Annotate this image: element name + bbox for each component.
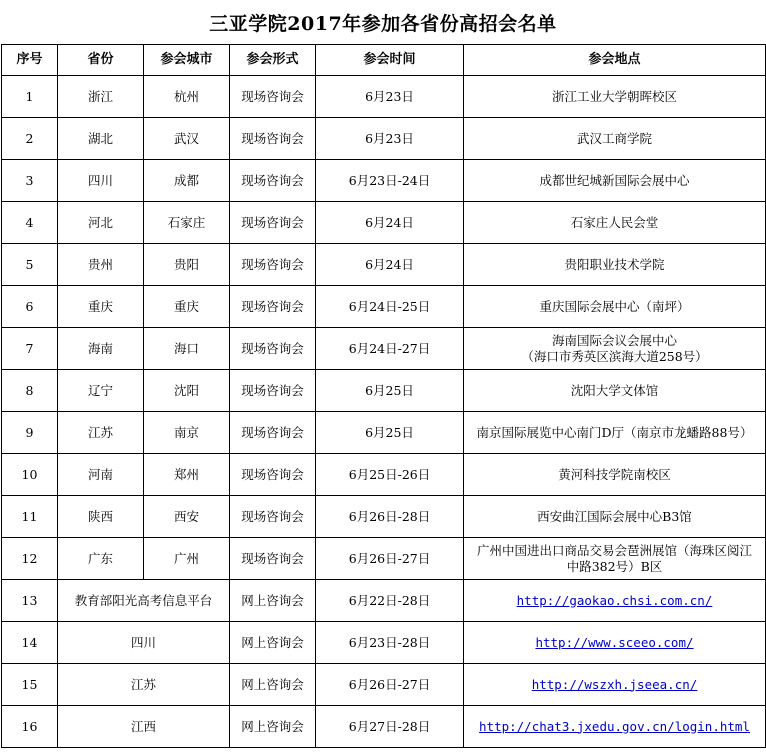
cell-no: 7	[2, 328, 58, 370]
cell-form: 现场咨询会	[230, 202, 316, 244]
cell-place	[464, 496, 766, 538]
cell-form: 现场咨询会	[230, 160, 316, 202]
cell-city: 南京	[144, 412, 230, 454]
cell-no: 15	[2, 664, 58, 706]
cell-city: 西安	[144, 496, 230, 538]
cell-no: 5	[2, 244, 58, 286]
cell-no: 12	[2, 538, 58, 580]
cell-place	[464, 664, 766, 706]
cell-form: 现场咨询会	[230, 76, 316, 118]
table-row	[2, 706, 766, 748]
table-row	[2, 370, 766, 412]
cell-no: 2	[2, 118, 58, 160]
cell-province: 江西	[58, 706, 230, 748]
cell-no: 3	[2, 160, 58, 202]
cell-no: 1	[2, 76, 58, 118]
cell-form: 现场咨询会	[230, 370, 316, 412]
cell-city: 重庆	[144, 286, 230, 328]
cell-form: 网上咨询会	[230, 622, 316, 664]
place-line: 成都世纪城新国际会展中心	[539, 172, 690, 188]
cell-form: 现场咨询会	[230, 454, 316, 496]
cell-no: 9	[2, 412, 58, 454]
header-place: 参会地点	[464, 45, 766, 76]
cell-no: 6	[2, 286, 58, 328]
table-row	[2, 538, 766, 580]
cell-no: 8	[2, 370, 58, 412]
cell-no: 13	[2, 580, 58, 622]
cell-no: 16	[2, 706, 58, 748]
cell-province: 江苏	[58, 412, 144, 454]
place-line: 石家庄人民会堂	[570, 214, 659, 230]
table-row	[2, 412, 766, 454]
place-line: 南京国际展览中心南门D厅（南京市龙蟠路88号）	[476, 424, 753, 440]
cell-province: 海南	[58, 328, 144, 370]
place-line: 黄河科技学院南校区	[558, 466, 671, 482]
cell-time: 6月24日-25日	[316, 286, 464, 328]
cell-form: 现场咨询会	[230, 328, 316, 370]
cell-time: 6月27日-28日	[316, 706, 464, 748]
page-title: 三亚学院2017年参加各省份高招会名单	[209, 12, 557, 35]
cell-form: 网上咨询会	[230, 706, 316, 748]
cell-form: 现场咨询会	[230, 496, 316, 538]
cell-city: 郑州	[144, 454, 230, 496]
cell-place	[464, 706, 766, 748]
header-no: 序号	[2, 45, 58, 76]
cell-city: 海口	[144, 328, 230, 370]
cell-place	[464, 160, 766, 202]
place-line: 贵阳职业技术学院	[564, 256, 665, 272]
cell-province: 贵州	[58, 244, 144, 286]
cell-city: 武汉	[144, 118, 230, 160]
table-row	[2, 664, 766, 706]
cell-form: 网上咨询会	[230, 664, 316, 706]
cell-time: 6月25日	[316, 370, 464, 412]
header-form: 参会形式	[230, 45, 316, 76]
table-row	[2, 622, 766, 664]
cell-province: 辽宁	[58, 370, 144, 412]
cell-no: 10	[2, 454, 58, 496]
table-row	[2, 454, 766, 496]
cell-form: 现场咨询会	[230, 118, 316, 160]
place-line: 广州中国进出口商品交易会琶洲展馆（海珠区阅江	[476, 542, 752, 558]
cell-time: 6月25日-26日	[316, 454, 464, 496]
header-time: 参会时间	[316, 45, 464, 76]
cell-form: 现场咨询会	[230, 412, 316, 454]
cell-time: 6月26日-27日	[316, 664, 464, 706]
header-province: 省份	[58, 45, 144, 76]
cell-province: 广东	[58, 538, 144, 580]
cell-place	[464, 622, 766, 664]
cell-province: 陕西	[58, 496, 144, 538]
cell-no: 4	[2, 202, 58, 244]
place-line: 沈阳大学文体馆	[570, 382, 659, 398]
table-row	[2, 328, 766, 370]
cell-province: 浙江	[58, 76, 144, 118]
cell-place	[464, 118, 766, 160]
cell-no: 11	[2, 496, 58, 538]
cell-time: 6月23日-28日	[316, 622, 464, 664]
table-row	[2, 160, 766, 202]
cell-place	[464, 328, 766, 370]
cell-time: 6月24日-27日	[316, 328, 464, 370]
cell-time: 6月23日	[316, 76, 464, 118]
place-line: 浙江工业大学朝晖校区	[551, 88, 677, 104]
cell-form: 现场咨询会	[230, 244, 316, 286]
cell-time: 6月25日	[316, 412, 464, 454]
cell-time: 6月22日-28日	[316, 580, 464, 622]
cell-province: 四川	[58, 622, 230, 664]
table-row	[2, 496, 766, 538]
place-line: 海南国际会议会展中心	[551, 332, 677, 348]
place-line: 中路382号）B区	[566, 558, 663, 574]
fair-table	[1, 44, 766, 748]
cell-place	[464, 202, 766, 244]
cell-place	[464, 244, 766, 286]
header-city: 参会城市	[144, 45, 230, 76]
cell-place	[464, 454, 766, 496]
cell-time: 6月26日-28日	[316, 496, 464, 538]
website-link[interactable]: http://chat3.jxedu.gov.cn/login.html	[479, 718, 750, 734]
cell-province: 教育部阳光高考信息平台	[58, 580, 230, 622]
cell-place	[464, 580, 766, 622]
cell-province: 河南	[58, 454, 144, 496]
cell-form: 网上咨询会	[230, 580, 316, 622]
table-row	[2, 118, 766, 160]
cell-city: 广州	[144, 538, 230, 580]
cell-time: 6月26日-27日	[316, 538, 464, 580]
cell-form: 现场咨询会	[230, 538, 316, 580]
website-link[interactable]: http://wszxh.jseea.cn/	[531, 676, 698, 692]
place-line: 重庆国际会展中心（南坪）	[539, 298, 690, 314]
cell-province: 河北	[58, 202, 144, 244]
table-row	[2, 580, 766, 622]
place-line: （海口市秀英区滨海大道258号）	[521, 348, 708, 364]
cell-form: 现场咨询会	[230, 286, 316, 328]
table-row	[2, 286, 766, 328]
cell-city: 石家庄	[144, 202, 230, 244]
cell-province: 湖北	[58, 118, 144, 160]
cell-city: 贵阳	[144, 244, 230, 286]
place-line: 武汉工商学院	[576, 130, 652, 146]
cell-time: 6月23日	[316, 118, 464, 160]
cell-place	[464, 370, 766, 412]
header-row	[2, 45, 766, 76]
cell-place	[464, 286, 766, 328]
cell-city: 沈阳	[144, 370, 230, 412]
place-line: 西安曲江国际会展中心B3馆	[537, 508, 692, 524]
cell-place	[464, 412, 766, 454]
cell-province: 四川	[58, 160, 144, 202]
cell-place	[464, 76, 766, 118]
website-link[interactable]: http://www.sceeo.com/	[535, 634, 694, 650]
table-row	[2, 76, 766, 118]
table-row	[2, 244, 766, 286]
cell-city: 成都	[144, 160, 230, 202]
cell-no: 14	[2, 622, 58, 664]
cell-province: 江苏	[58, 664, 230, 706]
cell-place	[464, 538, 766, 580]
website-link[interactable]: http://gaokao.chsi.com.cn/	[516, 592, 713, 608]
cell-time: 6月23日-24日	[316, 160, 464, 202]
cell-city: 杭州	[144, 76, 230, 118]
table-row	[2, 202, 766, 244]
cell-province: 重庆	[58, 286, 144, 328]
cell-time: 6月24日	[316, 202, 464, 244]
cell-time: 6月24日	[316, 244, 464, 286]
